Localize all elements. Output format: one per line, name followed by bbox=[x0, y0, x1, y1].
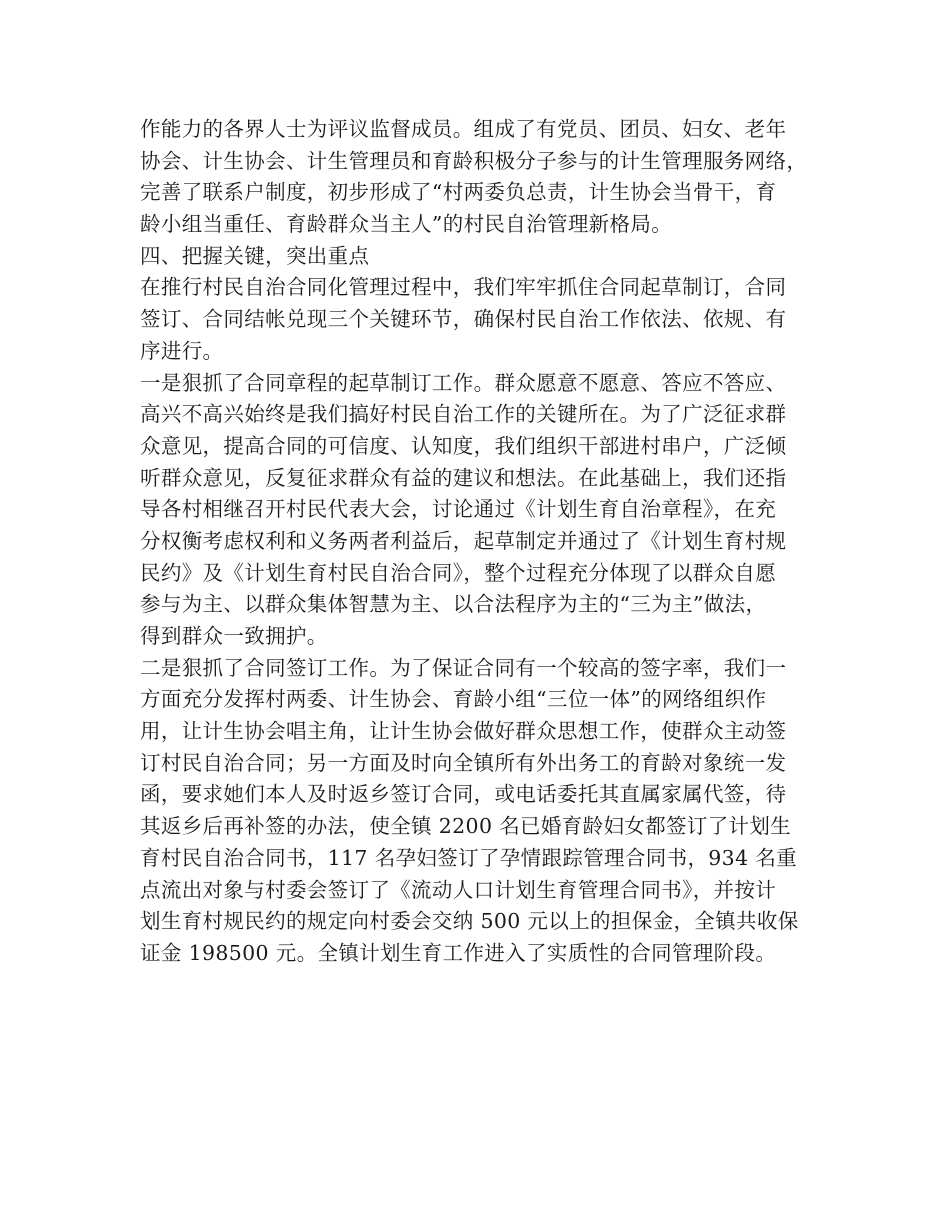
body-line: 点流出对象与村委会签订了《流动人口计划生育管理合同书》，并按计 bbox=[140, 877, 777, 902]
body-line: 得到群众一致拥护。 bbox=[140, 624, 328, 648]
body-line: 其返乡后再补签的办法，使全镇 2200 名已婚育龄妇女都签订了计划生 bbox=[140, 814, 792, 839]
body-line: 序进行。 bbox=[140, 338, 224, 363]
body-line: 分权衡考虑权利和义务两者利益后，起草制定并通过了《计划生育村规 bbox=[140, 528, 787, 553]
body-line: 方面充分发挥村两委、计生协会、育龄小组“三位一体”的网络组织作 bbox=[140, 687, 767, 712]
body-line: 参与为主、以群众集体智慧为主、以合法程序为主的“三为主”做法， bbox=[140, 592, 767, 617]
body-line: 导各村相继召开村民代表大会，讨论通过《计划生育自治章程》，在充 bbox=[140, 497, 777, 522]
body-line: 作能力的各界人士为评议监督成员。组成了有党员、团员、妇女、老年 bbox=[140, 117, 787, 141]
body-line: 民约》及《计划生育村民自治合同》，整个过程充分体现了以群众自愿 bbox=[140, 560, 777, 585]
body-line: 签订、合同结帐兑现三个关键环节，确保村民自治工作依法、依规、有 bbox=[140, 307, 787, 332]
body-line: 证金 198500 元。全镇计划生育工作进入了实质性的合同管理阶段。 bbox=[140, 940, 777, 965]
document-body bbox=[140, 114, 830, 970]
body-line: 二是狠抓了合同签订工作。为了保证合同有一个较高的签字率，我们一 bbox=[140, 655, 787, 680]
body-line: 听群众意见，反复征求群众有益的建议和想法。在此基础上，我们还指 bbox=[140, 465, 787, 490]
body-line: 协会、计生协会、计生管理员和育龄积极分子参与的计生管理服务网络， bbox=[140, 148, 808, 173]
body-line: 完善了联系户制度，初步形成了“村两委负总责，计生协会当骨干，育 bbox=[140, 180, 777, 205]
section-heading: 四、把握关键，突出重点 bbox=[140, 243, 370, 268]
body-line: 订村民自治合同；另一方面及时向全镇所有外出务工的育龄对象统一发 bbox=[140, 750, 787, 775]
body-line: 划生育村规民约的规定向村委会交纳 500 元以上的担保金，全镇共收保 bbox=[140, 909, 799, 934]
body-line: 函，要求她们本人及时返乡签订合同，或电话委托其直属家属代签，待 bbox=[140, 782, 787, 807]
body-line: 育村民自治合同书，117 名孕妇签订了孕情跟踪管理合同书，934 名重 bbox=[140, 845, 798, 870]
body-line: 在推行村民自治合同化管理过程中，我们牢牢抓住合同起草制订，合同 bbox=[140, 275, 787, 300]
body-line: 龄小组当重任、育龄群众当主人”的村民自治管理新格局。 bbox=[140, 212, 673, 237]
body-line: 一是狠抓了合同章程的起草制订工作。群众愿意不愿意、答应不答应、 bbox=[140, 370, 787, 395]
body-line: 用，让计生协会唱主角，让计生协会做好群众思想工作，使群众主动签 bbox=[140, 719, 787, 744]
body-line: 高兴不高兴始终是我们搞好村民自治工作的关键所在。为了广泛征求群 bbox=[140, 402, 787, 427]
body-line: 众意见，提高合同的可信度、认知度，我们组织干部进村串户，广泛倾 bbox=[140, 433, 787, 458]
